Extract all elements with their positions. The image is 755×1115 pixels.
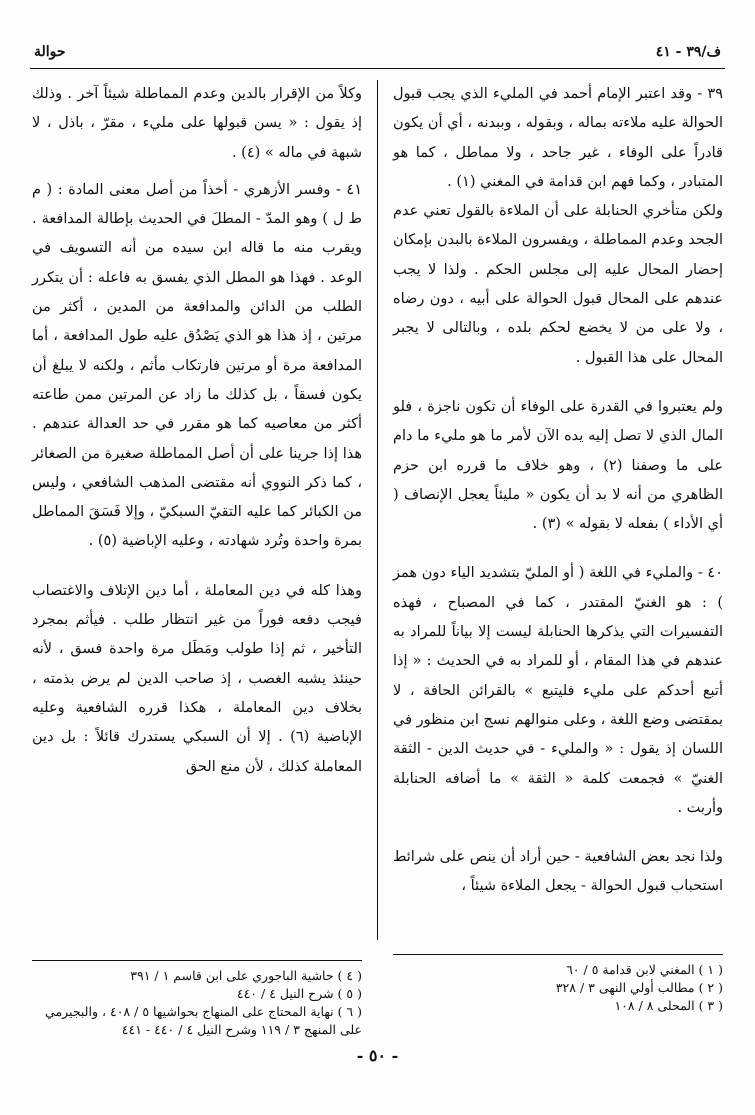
running-header (30, 42, 725, 69)
right-column (393, 80, 723, 902)
paragraph-continued: وكلاً من الإقرار بالدين وعدم المماطلة شيئاً آخر . وذلك إذ يقول : « يسن قبولها على مليء ، مقرّ ، باذل ، لا شبهة في ماله » (٤) . (32, 86, 362, 161)
paragraph-40: ٤٠ - والمليء في اللغة ( أو المليّ بتشديد الياء دون همز ) : هو الغنيّ المقتدر ، كما في المصباح ، فهذه التفسيرات التي يذكرها الحنابلة ليست إلا بياناً للمراد به عندهم في هذا المقام ، أو للمراد به في الحديث : « إذا أتبع أحدكم على مليء فليتبع » بالقرائن الحافة ، لا بمقتضى وضع اللغة ، وعلى منوالهم نسج ابن منظور في اللسان إذ يقول : « والمليء - في حديث الدين - الثقة الغنيّ » فجمعت كلمة « الثقة » ما أضافه الحنابلة وأربت . (393, 565, 723, 816)
header-left: حوالة (34, 44, 66, 60)
footnote-4: ( ٤ ) حاشية الباجوري على ابن قاسم ١ / ٣٩١ (130, 968, 362, 983)
footnotes-left (32, 960, 362, 1039)
left-column (32, 80, 362, 782)
paragraph-39: ٣٩ - وقد اعتبر الإمام أحمد في المليء الذي يجب قبول الحوالة عليه ملاءته بماله ، وبقوله ، وببدنه ، أي أن يكون قادراً على الوفاء ، غير جاحد ، ولا مماطل ، كما هو المتبادر ، وكما فهم ابن قدامة في المغني (١) . (393, 86, 723, 190)
footnote-5: ( ٥ ) شرح النيل ٤ / ٤٤٠ (236, 986, 362, 1001)
column-divider (377, 80, 378, 940)
footnotes-right (393, 954, 723, 1015)
footnote-3: ( ٣ ) المحلى ٨ / ١٠٨ (614, 998, 723, 1013)
paragraph-41-transaction-debt: وهذا كله في دين المعاملة ، أما دين الإتلاف والاغتصاب فيجب دفعه فوراً من غير انتظار طلب . فيأثم بمجرد التأخير ، ثم إذا طولب ومَطَل مرة واحدة فسق ، لأنه حينئذ يشبه الغصب ، إذ صاحب الدين لم يرض بذمته ، بخلاف دين المعاملة ، هكذا قرره الشافعية وعليه الإباضية (٦) . إلا أن السبكي يستدرك قائلاً : بل دين المعاملة كذلك ، لأن منع الحق (32, 582, 362, 775)
paragraph-39-continued: ولكن متأخري الحنابلة على أن الملاءة بالقول تعني عدم الجحد وعدم المماطلة ، ويفسرون الملاءة بالبدن بإمكان إحضار المحال عليه إلى مجلس الحكم . ولذا لا يجب عندهم على المحال قبول الحوالة على أبيه ، دون رضاه ، ولا على من لا يخضع لحكم بلده ، وبالتالى لا يجبر المحال على هذا القبول . (393, 203, 723, 366)
paragraph-39-readiness: ولم يعتبروا في القدرة على الوفاء أن تكون ناجزة ، فلو المال الذي لا تصل إليه يده الآن لأمر ما هو مليء ما دام على ما وصفنا (٢) ، وهو خلاف ما قرره ابن حزم الظاهري من أنه لا بد أن يكون « مليئاً يعجل الإنصاف ( أي الأداء ) بفعله لا بقوله » (٣) . (393, 398, 723, 533)
footnote-6: ( ٦ ) نهاية المحتاج على المنهاج بحواشيها ٥ / ٤٠٨ ، والبجيرمي على المنهج ٣ / ١١٩ وشرح النيل ٤ / ٤٤٠ - ٤٤١ (45, 1004, 362, 1037)
paragraph-40-shafii: ولذا نجد بعض الشافعية - حين أراد أن ينص على شرائط استحباب قبول الحوالة - يجعل الملاءة شيئاً ، (393, 849, 723, 895)
page-number: - ٥٠ - (356, 1046, 399, 1065)
header-section-range: ف/٣٩ - ٤١ (655, 44, 721, 60)
footnote-2: ( ٢ ) مطالب أولي النهى ٣ / ٣٢٨ (555, 980, 723, 995)
paragraph-41: ٤١ - وفسر الأزهري - أخذاً من أصل معنى المادة : ( م ط ل ) وهو المدّ - المطلَ في الحديث بإطالة المدافعة . ويقرب منه ما قاله ابن سيده من أنه التسويف في الوعد . فهذا هو المطل الذي يفسق به فاعله : أن يتكرر الطلب من الدائن والمدافعة من المدين ، أكثر من مرتين ، إذ هذا هو الذي يَصْدُق عليه طول المدافعة ، أما المدافعة مرة أو مرتين فارتكاب مأثم ، ولكنه لا يبلغ أن يكون فسقاً ، بل كذلك ما زاد عن المرتين ممن طاعته أكثر من معاصيه كما هو مقرر في حد العدالة عندهم . هذا إذا جرينا على أن أصل المماطلة صغيرة من الصغائر ، كما ذكر النووي أنه مقتضى المذهب الشافعي ، وليس من الكبائر كما عليه التقيّ السبكيّ ، وإلا فَسَقَ المماطل بمرة واحدة وتُرد شهادته ، وعليه الإباضية (٥) . (32, 181, 362, 550)
footnote-1: ( ١ ) المغني لابن قدامة ٥ / ٦٠ (566, 962, 723, 977)
